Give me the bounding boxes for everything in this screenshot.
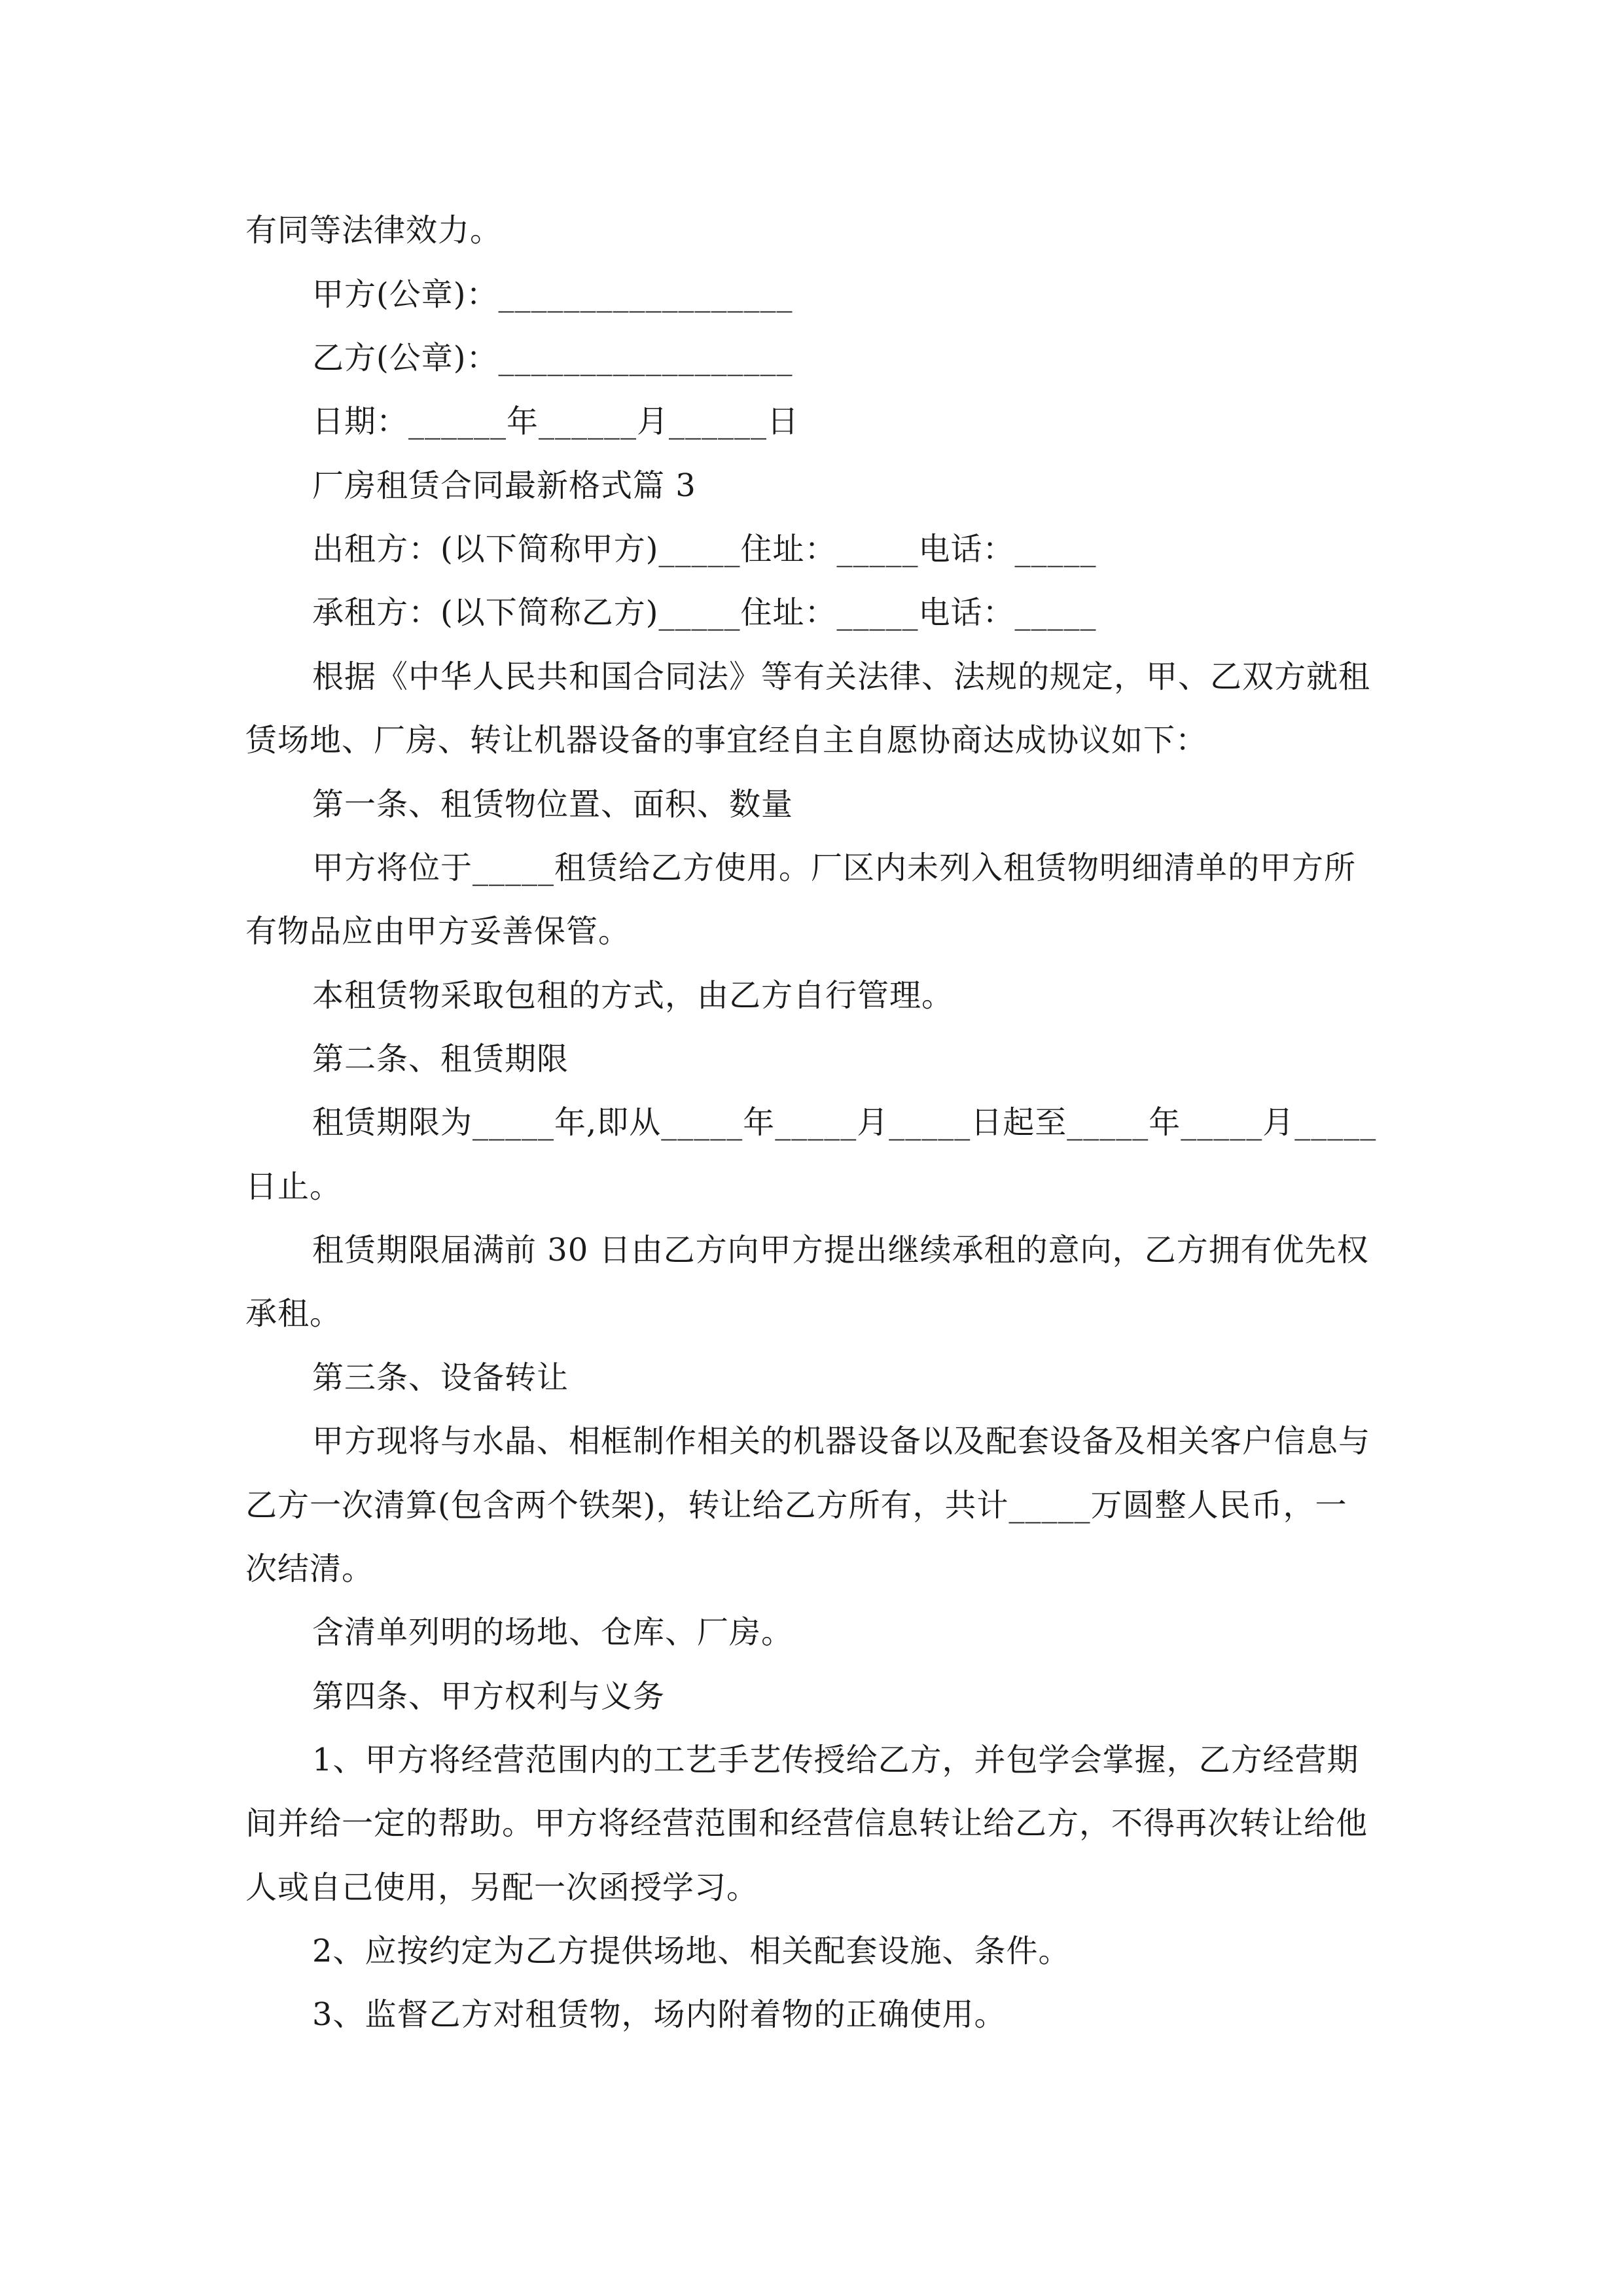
article-heading: 第三条、设备转让 — [312, 1359, 569, 1396]
article-heading: 第四条、甲方权利与义务 — [312, 1678, 666, 1715]
party-b-seal-line: 乙方(公章)：__________________ — [312, 340, 793, 376]
paragraph-line: 甲方现将与水晶、相框制作相关的机器设备以及配套设备及相关客户信息与 — [312, 1423, 1371, 1460]
paragraph-line: 含清单列明的场地、仓库、厂房。 — [312, 1614, 794, 1651]
paragraph-line: 根据《中华人民共和国合同法》等有关法律、法规的规定，甲、乙双方就租 — [312, 658, 1371, 695]
lessee-line: 承租方：(以下简称乙方)_____住址：_____电话：_____ — [312, 594, 1097, 631]
article-heading: 第一条、租赁物位置、面积、数量 — [312, 786, 794, 823]
paragraph-line: 日止。 — [245, 1168, 342, 1205]
paragraph-line: 有同等法律效力。 — [245, 212, 503, 249]
party-a-seal-line: 甲方(公章)：__________________ — [312, 276, 793, 313]
paragraph-line: 甲方将位于_____租赁给乙方使用。厂区内未列入租赁物明细清单的甲方所 — [312, 850, 1357, 886]
paragraph-line: 本租赁物采取包租的方式，由乙方自行管理。 — [312, 977, 954, 1014]
paragraph-line: 人或自己使用，另配一次函授学习。 — [245, 1869, 759, 1906]
paragraph-line: 赁场地、厂房、转让机器设备的事宜经自主自愿协商达成协议如下： — [245, 722, 1208, 759]
paragraph-line: 乙方一次清算(包含两个铁架)，转让给乙方所有，共计_____万圆整人民币，一 — [245, 1487, 1347, 1524]
section-title: 厂房租赁合同最新格式篇 3 — [312, 467, 696, 504]
date-line: 日期：______年______月______日 — [312, 403, 800, 440]
list-item: 2、应按约定为乙方提供场地、相关配套设施、条件。 — [312, 1933, 1071, 1969]
paragraph-line: 次结清。 — [245, 1551, 374, 1587]
lessor-line: 出租方：(以下简称甲方)_____住址：_____电话：_____ — [312, 531, 1097, 567]
paragraph-line: 1、甲方将经营范围内的工艺手艺传授给乙方，并包学会掌握，乙方经营期 — [312, 1742, 1359, 1778]
paragraph-line: 租赁期限为_____年,即从_____年_____月_____日起至_____年_____月_____ — [312, 1104, 1377, 1141]
article-heading: 第二条、租赁期限 — [312, 1041, 569, 1077]
paragraph-line: 有物品应由甲方妥善保管。 — [245, 913, 631, 950]
paragraph-line: 租赁期限届满前 30 日由乙方向甲方提出继续承租的意向，乙方拥有优先权 — [312, 1232, 1369, 1268]
paragraph-line: 承租。 — [245, 1295, 342, 1332]
paragraph-line: 间并给一定的帮助。甲方将经营范围和经营信息转让给乙方，不得再次转让给他 — [245, 1805, 1368, 1842]
list-item: 3、监督乙方对租赁物，场内附着物的正确使用。 — [312, 1996, 1007, 2033]
